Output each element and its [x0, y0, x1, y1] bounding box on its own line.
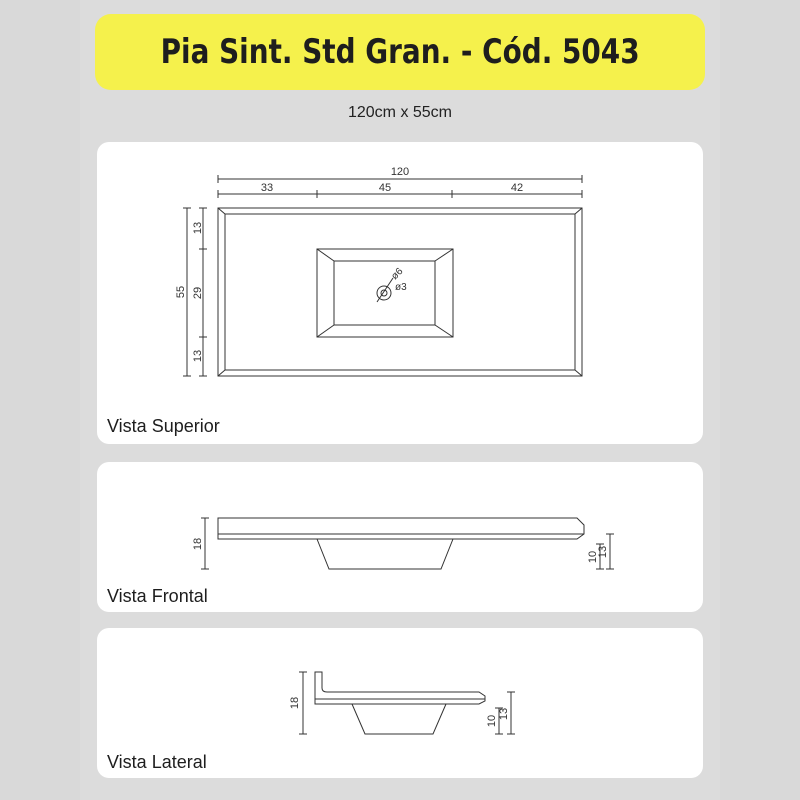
- front-outer-depth-label: 13: [597, 545, 609, 559]
- front-inner-depth-label: 10: [587, 550, 599, 564]
- side-view-label: Vista Lateral: [107, 752, 207, 772]
- left-segment-3-label: 13: [192, 349, 204, 363]
- total-height-label: 55: [175, 285, 187, 299]
- total-width-label: 120: [390, 166, 410, 178]
- bowl-outer: [317, 249, 453, 337]
- drain-inner-label: ø3: [395, 282, 407, 293]
- drain-hole-outer: [377, 286, 391, 300]
- front-bowl: [317, 539, 453, 569]
- front-view-label: Vista Frontal: [107, 586, 208, 606]
- side-view-panel: [97, 628, 703, 778]
- title-banner: [95, 14, 705, 90]
- side-bowl: [352, 704, 446, 734]
- top-view-drawing: [97, 142, 703, 444]
- overall-dimensions: 120cm x 55cm: [347, 104, 453, 121]
- page-title: Pia Sint. Std Gran. - Cód. 5043: [160, 32, 640, 72]
- front-view-panel: [97, 462, 703, 612]
- segment-1-label: 33: [260, 182, 274, 194]
- segment-3-label: 42: [510, 182, 524, 194]
- top-view-label: Vista Superior: [107, 416, 220, 436]
- segment-2-label: 45: [378, 182, 392, 194]
- drain-outer-label: ø6: [389, 266, 406, 283]
- side-inner-depth-label: 10: [486, 714, 498, 728]
- side-outer-depth-label: 13: [498, 707, 510, 721]
- front-countertop: [218, 518, 584, 539]
- left-segment-1-label: 13: [192, 221, 204, 235]
- left-segment-2-label: 29: [192, 286, 204, 300]
- top-view-panel: [97, 142, 703, 444]
- front-height-label: 18: [192, 537, 204, 551]
- side-height-label: 18: [289, 696, 301, 710]
- bowl-inner: [334, 261, 435, 325]
